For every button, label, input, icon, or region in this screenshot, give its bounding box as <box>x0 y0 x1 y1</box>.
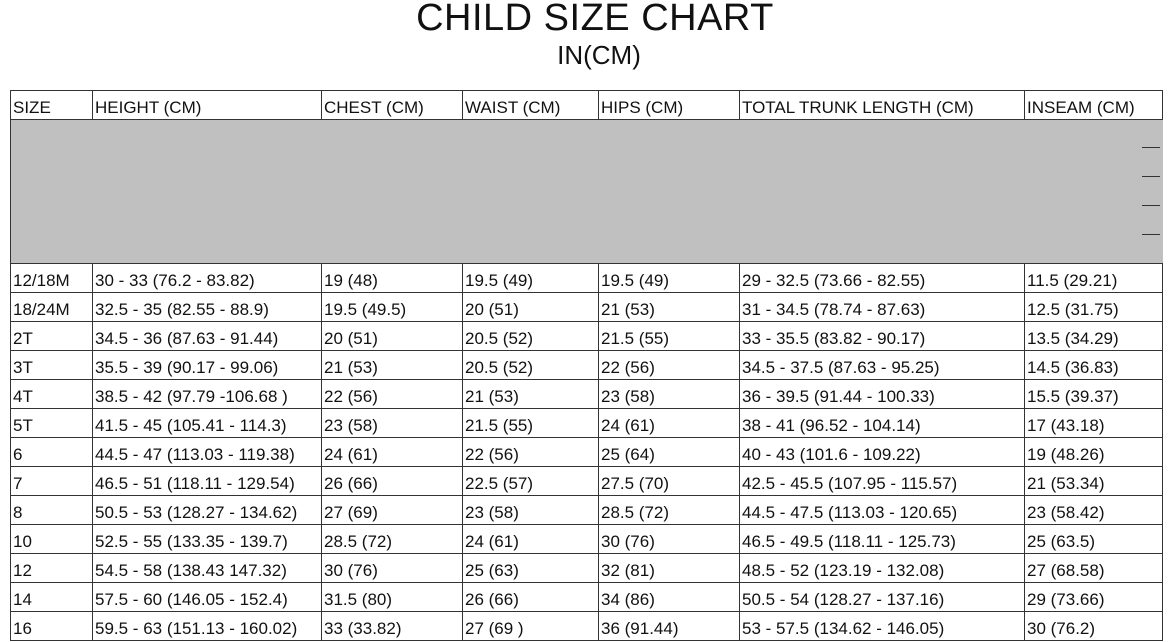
cell-chest: 26 (66) <box>322 467 463 496</box>
cell-inseam: 27 (68.58) <box>1025 554 1163 583</box>
table-row <box>11 525 1163 554</box>
table-row <box>11 438 1163 467</box>
cell-chest: 30 (76) <box>322 554 463 583</box>
cell-inseam: 17 (43.18) <box>1025 409 1163 438</box>
cell-trunk-length: 44.5 - 47.5 (113.03 - 120.65) <box>740 496 1025 525</box>
cell-waist: 23 (58) <box>463 496 599 525</box>
cell-chest: 22 (56) <box>322 380 463 409</box>
cell-size: 2T <box>11 322 93 351</box>
cell-hips: 36 (91.44) <box>599 612 740 641</box>
table-header-row <box>11 91 1163 120</box>
cell-height: 32.5 - 35 (82.55 - 88.9) <box>93 293 322 322</box>
table-row <box>11 496 1163 525</box>
cell-chest: 28.5 (72) <box>322 525 463 554</box>
cell-hips: 24 (61) <box>599 409 740 438</box>
cell-waist: 22 (56) <box>463 438 599 467</box>
table-body <box>11 120 1163 641</box>
redacted-edge-line <box>1142 206 1160 235</box>
table-row <box>11 322 1163 351</box>
cell-trunk-length: 34.5 - 37.5 (87.63 - 95.25) <box>740 351 1025 380</box>
cell-trunk-length: 40 - 43 (101.6 - 109.22) <box>740 438 1025 467</box>
cell-waist: 20.5 (52) <box>463 351 599 380</box>
cell-height: 44.5 - 47 (113.03 - 119.38) <box>93 438 322 467</box>
cell-hips: 23 (58) <box>599 380 740 409</box>
cell-size: 3T <box>11 351 93 380</box>
cell-chest: 19 (48) <box>322 264 463 293</box>
cell-chest: 23 (58) <box>322 409 463 438</box>
cell-hips: 34 (86) <box>599 583 740 612</box>
cell-size: 10 <box>11 525 93 554</box>
cell-height: 50.5 - 53 (128.27 - 134.62) <box>93 496 322 525</box>
cell-hips: 21.5 (55) <box>599 322 740 351</box>
size-chart-table <box>10 90 1163 641</box>
cell-height: 30 - 33 (76.2 - 83.82) <box>93 264 322 293</box>
table-row <box>11 467 1163 496</box>
table-row <box>11 409 1163 438</box>
chart-subtitle: IN(CM) <box>557 40 641 70</box>
redacted-area <box>11 120 1163 264</box>
cell-trunk-length: 42.5 - 45.5 (107.95 - 115.57) <box>740 467 1025 496</box>
redacted-edge-line <box>1142 148 1160 177</box>
cell-waist: 27 (69 ) <box>463 612 599 641</box>
cell-size: 4T <box>11 380 93 409</box>
cell-inseam: 23 (58.42) <box>1025 496 1163 525</box>
cell-waist: 22.5 (57) <box>463 467 599 496</box>
table-row <box>11 583 1163 612</box>
cell-inseam: 19 (48.26) <box>1025 438 1163 467</box>
cell-height: 41.5 - 45 (105.41 - 114.3) <box>93 409 322 438</box>
cell-chest: 19.5 (49.5) <box>322 293 463 322</box>
cell-waist: 25 (63) <box>463 554 599 583</box>
cell-trunk-length: 50.5 - 54 (128.27 - 137.16) <box>740 583 1025 612</box>
cell-trunk-length: 36 - 39.5 (91.44 - 100.33) <box>740 380 1025 409</box>
cell-inseam: 30 (76.2) <box>1025 612 1163 641</box>
cell-inseam: 15.5 (39.37) <box>1025 380 1163 409</box>
cell-hips: 32 (81) <box>599 554 740 583</box>
redacted-edge-line <box>1142 177 1160 206</box>
cell-height: 59.5 - 63 (151.13 - 160.02) <box>93 612 322 641</box>
column-header-trunk-length: TOTAL TRUNK LENGTH (CM) <box>740 91 1025 120</box>
cell-waist: 21 (53) <box>463 380 599 409</box>
cell-hips: 21 (53) <box>599 293 740 322</box>
cell-size: 8 <box>11 496 93 525</box>
column-header-hips: HIPS (CM) <box>599 91 740 120</box>
table-row <box>11 264 1163 293</box>
cell-size: 16 <box>11 612 93 641</box>
cell-height: 52.5 - 55 (133.35 - 139.7) <box>93 525 322 554</box>
cell-waist: 20 (51) <box>463 293 599 322</box>
cell-waist: 24 (61) <box>463 525 599 554</box>
table-row <box>11 380 1163 409</box>
cell-trunk-length: 48.5 - 52 (123.19 - 132.08) <box>740 554 1025 583</box>
cell-trunk-length: 53 - 57.5 (134.62 - 146.05) <box>740 612 1025 641</box>
cell-chest: 21 (53) <box>322 351 463 380</box>
cell-trunk-length: 33 - 35.5 (83.82 - 90.17) <box>740 322 1025 351</box>
cell-size: 12/18M <box>11 264 93 293</box>
cell-size: 7 <box>11 467 93 496</box>
cell-waist: 26 (66) <box>463 583 599 612</box>
cell-inseam: 25 (63.5) <box>1025 525 1163 554</box>
cell-chest: 20 (51) <box>322 322 463 351</box>
cell-chest: 27 (69) <box>322 496 463 525</box>
column-header-inseam: INSEAM (CM) <box>1025 91 1163 120</box>
table-row <box>11 612 1163 641</box>
cell-trunk-length: 31 - 34.5 (78.74 - 87.63) <box>740 293 1025 322</box>
cell-hips: 27.5 (70) <box>599 467 740 496</box>
cell-size: 18/24M <box>11 293 93 322</box>
cell-height: 38.5 - 42 (97.79 -106.68 ) <box>93 380 322 409</box>
redacted-edge-lines <box>1142 119 1160 262</box>
cell-inseam: 14.5 (36.83) <box>1025 351 1163 380</box>
cell-trunk-length: 29 - 32.5 (73.66 - 82.55) <box>740 264 1025 293</box>
cell-inseam: 12.5 (31.75) <box>1025 293 1163 322</box>
cell-hips: 22 (56) <box>599 351 740 380</box>
column-header-waist: WAIST (CM) <box>463 91 599 120</box>
cell-inseam: 11.5 (29.21) <box>1025 264 1163 293</box>
redacted-block <box>11 120 1163 264</box>
cell-chest: 24 (61) <box>322 438 463 467</box>
cell-inseam: 21 (53.34) <box>1025 467 1163 496</box>
cell-chest: 31.5 (80) <box>322 583 463 612</box>
column-header-height: HEIGHT (CM) <box>93 91 322 120</box>
chart-title: CHILD SIZE CHART <box>416 0 774 39</box>
cell-height: 54.5 - 58 (138.43 147.32) <box>93 554 322 583</box>
cell-size: 5T <box>11 409 93 438</box>
table-row <box>11 351 1163 380</box>
cell-height: 34.5 - 36 (87.63 - 91.44) <box>93 322 322 351</box>
column-header-size: SIZE <box>11 91 93 120</box>
cell-waist: 21.5 (55) <box>463 409 599 438</box>
cell-waist: 20.5 (52) <box>463 322 599 351</box>
cell-height: 57.5 - 60 (146.05 - 152.4) <box>93 583 322 612</box>
cell-height: 46.5 - 51 (118.11 - 129.54) <box>93 467 322 496</box>
cell-hips: 19.5 (49) <box>599 264 740 293</box>
cell-waist: 19.5 (49) <box>463 264 599 293</box>
cell-trunk-length: 38 - 41 (96.52 - 104.14) <box>740 409 1025 438</box>
cell-hips: 28.5 (72) <box>599 496 740 525</box>
cell-size: 14 <box>11 583 93 612</box>
cell-inseam: 13.5 (34.29) <box>1025 322 1163 351</box>
table-row <box>11 293 1163 322</box>
table-row <box>11 554 1163 583</box>
cell-trunk-length: 46.5 - 49.5 (118.11 - 125.73) <box>740 525 1025 554</box>
cell-inseam: 29 (73.66) <box>1025 583 1163 612</box>
cell-chest: 33 (33.82) <box>322 612 463 641</box>
cell-size: 6 <box>11 438 93 467</box>
cell-size: 12 <box>11 554 93 583</box>
redacted-edge-line <box>1142 119 1160 148</box>
cell-height: 35.5 - 39 (90.17 - 99.06) <box>93 351 322 380</box>
column-header-chest: CHEST (CM) <box>322 91 463 120</box>
cell-hips: 25 (64) <box>599 438 740 467</box>
cell-hips: 30 (76) <box>599 525 740 554</box>
